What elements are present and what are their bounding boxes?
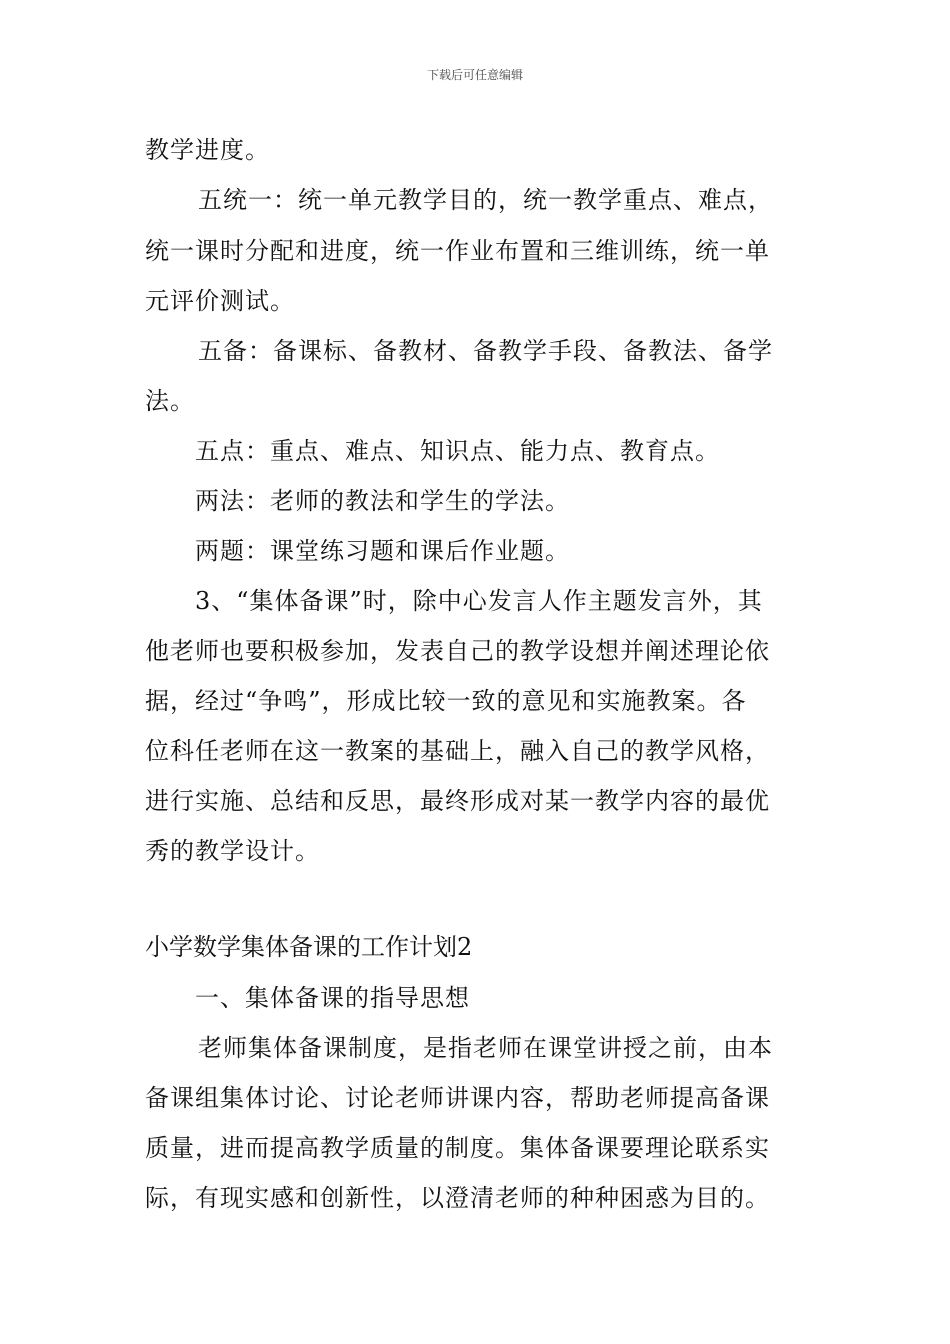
- section-heading: 一、集体备课的指导思想: [195, 984, 470, 1012]
- text-line: 法。: [145, 387, 195, 415]
- text-line: 五点：重点、难点、知识点、能力点、教育点。: [195, 437, 720, 465]
- text-line: 统一课时分配和进度，统一作业布置和三维训练，统一单: [145, 237, 770, 265]
- text-line: 秀的教学设计。: [145, 837, 320, 865]
- text-line: 元评价测试。: [145, 287, 295, 315]
- text-line: 教学进度。: [145, 136, 270, 164]
- text-line: 进行实施、总结和反思，最终形成对某一教学内容的最优: [145, 787, 770, 815]
- text-line: 据，经过“争鸣”，形成比较一致的意见和实施教案。各: [145, 687, 747, 715]
- section-title: 小学数学集体备课的工作计划2: [145, 933, 473, 961]
- text-line: 两法：老师的教法和学生的学法。: [195, 487, 570, 515]
- text-line: 位科任老师在这一教案的基础上，融入自己的教学风格，: [145, 737, 770, 765]
- text-line: 两题：课堂练习题和课后作业题。: [195, 537, 570, 565]
- text-line: 3、“集体备课”时，除中心发言人作主题发言外，其: [195, 587, 763, 615]
- text-line: 他老师也要积极参加，发表自己的教学设想并阐述理论依: [145, 637, 770, 665]
- text-line: 质量，进而提高教学质量的制度。集体备课要理论联系实: [145, 1134, 770, 1162]
- text-line: 五备：备课标、备教材、备教学手段、备教法、备学: [198, 337, 773, 365]
- page-header-watermark: 下载后可任意编辑: [426, 68, 523, 82]
- text-line: 备课组集体讨论、讨论老师讲课内容，帮助老师提高备课: [145, 1084, 770, 1112]
- text-line: 五统一：统一单元教学目的，统一教学重点、难点，: [198, 186, 773, 214]
- text-line: 际，有现实感和创新性，以澄清老师的种种困惑为目的。: [145, 1184, 770, 1212]
- text-line: 老师集体备课制度，是指老师在课堂讲授之前，由本: [198, 1034, 773, 1062]
